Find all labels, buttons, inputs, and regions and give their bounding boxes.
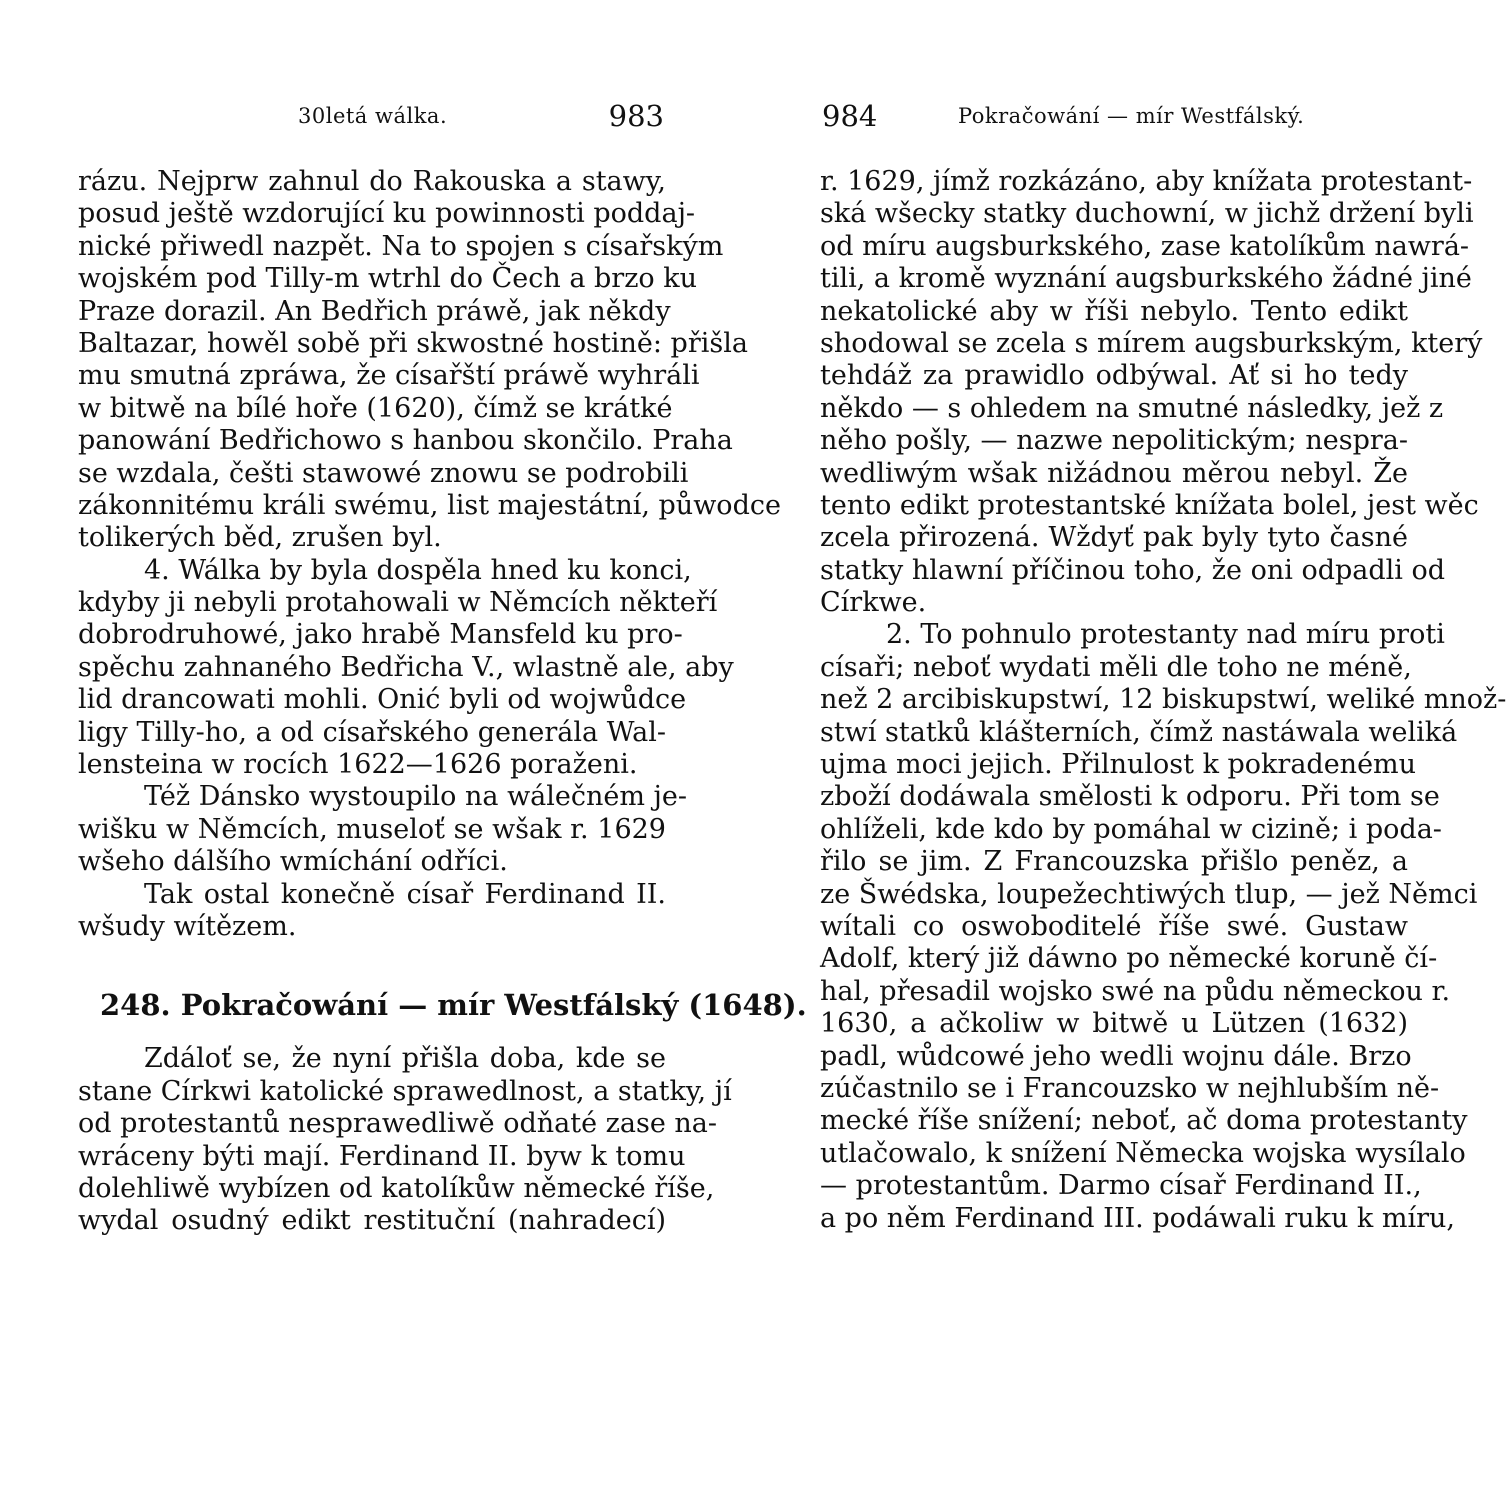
text-line: wydal osudný edikt restituční (nahradecí) bbox=[78, 1205, 666, 1237]
left-page-number: 983 bbox=[608, 99, 664, 133]
text-line: 1630, a ačkoliw w bitwě u Lützen (1632) bbox=[820, 1008, 1408, 1040]
text-line: nekatolické aby w říši nebylo. Tento edikt bbox=[820, 295, 1408, 327]
left-paragraph-b bbox=[78, 554, 734, 782]
text-line: wšeho dálšího wmíchání odříci. bbox=[78, 846, 508, 878]
left-paragraph-d bbox=[78, 879, 666, 944]
text-line: r. 1629, jímž rozkázáno, aby knížata protestant- bbox=[820, 166, 1473, 197]
text-line: nické přiwedl nazpět. Na to spojen s císařským bbox=[78, 230, 724, 262]
left-paragraph-c bbox=[78, 781, 688, 878]
text-line: lid drancowati mohli. Onić byli od wojwůdce bbox=[78, 684, 687, 716]
left-running-head bbox=[76, 96, 666, 136]
text-line: zúčastnilo se i Francouzsko w nejhlubším ně- bbox=[820, 1072, 1440, 1104]
right-page-number: 984 bbox=[822, 99, 878, 133]
text-line: stane Církwi katolické sprawedlnost, a statky, jí bbox=[78, 1075, 732, 1107]
right-text-column bbox=[820, 166, 1506, 1235]
text-line: wedliwým wšak nižádnou měrou nebyl. Že bbox=[820, 457, 1408, 489]
left-text-column bbox=[78, 166, 807, 1238]
text-line: mecké říše snížení; neboť, ač doma protestanty bbox=[820, 1105, 1468, 1137]
text-line: posud ještě wzdorující ku powinnosti poddaj- bbox=[78, 198, 696, 230]
text-line: císaři; neboť wydati měli dle toho ne méně, bbox=[820, 651, 1412, 683]
text-line: tehdáž za prawidlo odbýwal. Ať si ho tedy bbox=[820, 360, 1408, 392]
left-running-title: 30letá wálka. bbox=[298, 104, 448, 128]
text-line: něho pošly, — nazwe nepolitickým; nespra- bbox=[820, 425, 1408, 457]
text-line: Adolf, který již dáwno po německé koruně čí- bbox=[820, 943, 1438, 975]
text-line: ze Šwédska, loupežechtiwých tlup, — jež Němci bbox=[820, 878, 1478, 910]
text-line: wráceny býti mají. Ferdinand II. byw k tomu bbox=[78, 1140, 686, 1172]
text-line: statky hlawní příčinou toho, že oni odpadli od bbox=[820, 554, 1446, 586]
text-line: ujma moci jejich. Přilnulost k pokradenému bbox=[820, 749, 1417, 781]
text-line: ohlíželi, kde kdo by pomáhal w cizině; i poda- bbox=[820, 813, 1442, 845]
text-line: než 2 arcibiskupstwí, 12 biskupstwí, weliké množ- bbox=[820, 684, 1506, 716]
text-line: kdyby ji nebyli protahowali w Němcích někteří bbox=[78, 587, 718, 619]
text-line: dolehliwě wybízen od katolíkůw německé říše, bbox=[78, 1172, 715, 1204]
text-line: — protestantům. Darmo císař Ferdinand II., bbox=[820, 1170, 1422, 1202]
text-line: 2. To pohnulo protestanty nad míru proti bbox=[886, 619, 1445, 651]
text-line: Tak ostal konečně císař Ferdinand II. bbox=[144, 878, 666, 910]
text-line: Církwe. bbox=[820, 587, 927, 619]
text-line: padl, wůdcowé jeho wedli wojnu dále. Brzo bbox=[820, 1040, 1412, 1072]
text-line: rázu. Nejprw zahnul do Rakouska a stawy, bbox=[78, 166, 666, 197]
text-line: ligy Tilly-ho, a od císařského generála Wal- bbox=[78, 716, 666, 748]
text-line: zákonnitému králi swému, list majestátní, půwodce bbox=[78, 489, 781, 521]
text-line: wišku w Němcích, museloť se wšak r. 1629 bbox=[78, 813, 666, 845]
text-line: hal, přesadil wojsko swé na půdu německou r. bbox=[820, 975, 1451, 1007]
text-line: utlačowalo, k snížení Německa wojska wysílalo bbox=[820, 1137, 1466, 1169]
section-spacer bbox=[78, 943, 666, 983]
text-line: tolikerých běd, zrušen byl. bbox=[78, 522, 442, 554]
text-line: Baltazar, howěl sobě při skwostné hostině: přišla bbox=[78, 327, 748, 359]
left-paragraph-a bbox=[78, 166, 781, 555]
right-running-title: Pokračowání — mír Westfálský. bbox=[958, 104, 1305, 128]
text-line: od míru augsburkského, zase katolíkům nawrá- bbox=[820, 230, 1470, 262]
text-line: wítali co oswoboditelé říše swé. Gustaw bbox=[820, 910, 1408, 942]
right-paragraph-a bbox=[820, 166, 1483, 619]
text-line: tili, a kromě wyznání augsburkského žádné jiné bbox=[820, 263, 1472, 295]
text-line: se wzdala, češti stawowé znowu se podrobili bbox=[78, 457, 689, 489]
text-line: zboží dodáwala smělosti k odporu. Při tom se bbox=[820, 781, 1440, 813]
right-paragraph-b bbox=[820, 619, 1506, 1234]
text-line: spěchu zahnaného Bedřicha V., wlastně ale, aby bbox=[78, 651, 734, 683]
text-line: w bitwě na bílé hoře (1620), čímž se krátké bbox=[78, 392, 673, 424]
text-line: zcela přirozená. Wždyť pak byly tyto časné bbox=[820, 522, 1408, 554]
text-line: lensteina w rocích 1622—1626 poraženi. bbox=[78, 749, 638, 781]
text-line: řilo se jim. Z Francouzska přišlo peněz, a bbox=[820, 846, 1408, 878]
text-line: a po něm Ferdinand III. podáwali ruku k míru, bbox=[820, 1202, 1455, 1234]
text-line: někdo — s ohledem na smutné následky, jež z bbox=[820, 392, 1444, 424]
text-line: panowání Bedřichowo s hanbou skončilo. Praha bbox=[78, 425, 733, 457]
text-line: ská wšecky statky duchowní, w jichž držení byli bbox=[820, 198, 1474, 230]
text-line: dobrodruhowé, jako hrabě Mansfeld ku pro- bbox=[78, 619, 683, 651]
text-line: wojském pod Tilly-m wtrhl do Čech a brzo ku bbox=[78, 263, 698, 295]
text-line: Praze dorazil. An Bedřich práwě, jak někdy bbox=[78, 295, 671, 327]
text-line: 4. Wálka by byla dospěla hned ku konci, bbox=[144, 554, 692, 586]
text-line: stwí statků klášterních, čímž nastáwala weliká bbox=[820, 716, 1458, 748]
right-running-head bbox=[820, 96, 1410, 136]
text-line: mu smutná zpráwa, že císařští práwě wyhráli bbox=[78, 360, 700, 392]
left-paragraph-e bbox=[78, 1043, 732, 1237]
text-line: shodowal se zcela s mírem augsburkským, který bbox=[820, 327, 1483, 359]
text-line: od protestantů nesprawedliwě odňaté zase na- bbox=[78, 1108, 718, 1140]
text-line: wšudy wítězem. bbox=[78, 910, 297, 942]
section-heading: 248. Pokračowání — mír Westfálský (1648). bbox=[100, 988, 807, 1023]
text-line: tento edikt protestantské knížata bolel, jest wěc bbox=[820, 489, 1479, 521]
text-line: Zdáloť se, že nyní přišla doba, kde se bbox=[144, 1043, 666, 1075]
text-line: Též Dánsko wystoupilo na wálečném je- bbox=[144, 781, 688, 813]
